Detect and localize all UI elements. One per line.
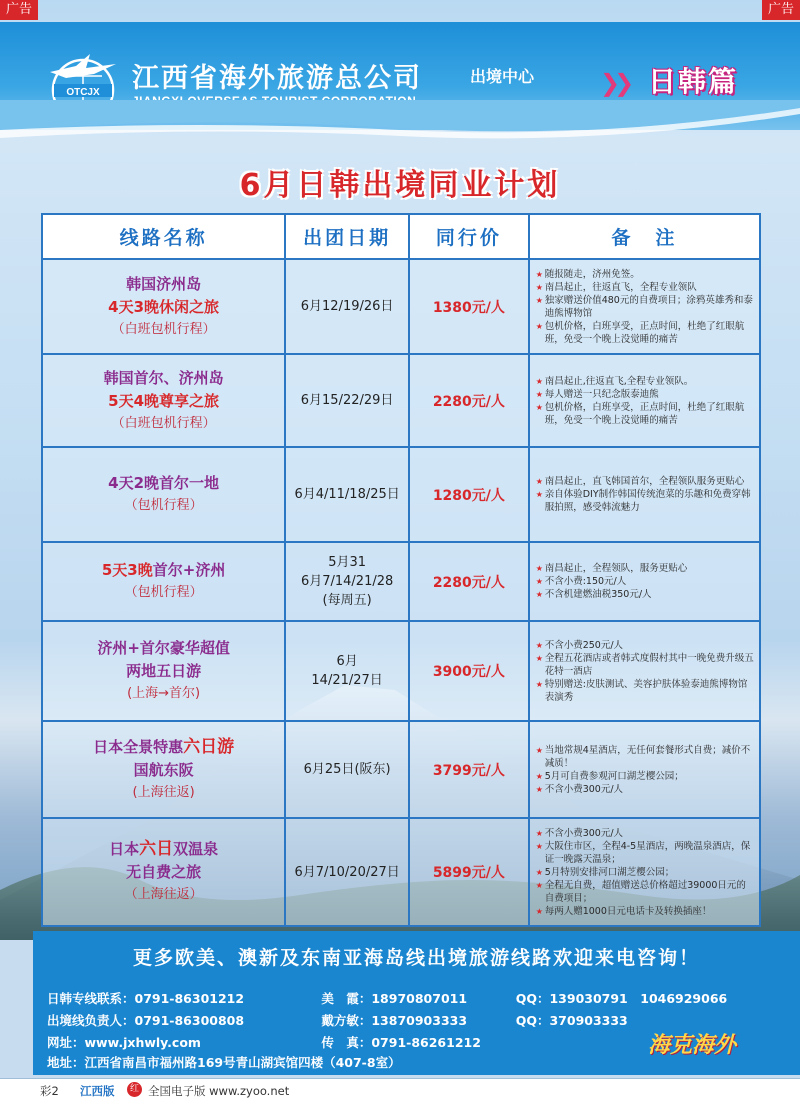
signature-logo: 海克海外 — [648, 1032, 737, 1058]
notes-cell — [529, 447, 760, 542]
notes-cell — [529, 354, 760, 447]
star-bullet-icon: ★ — [535, 745, 543, 755]
date-cell — [285, 542, 409, 621]
star-bullet-icon: ★ — [535, 590, 543, 599]
route-name: 4天2晚首尔一地 — [108, 474, 220, 492]
table-row — [42, 259, 760, 354]
website-link[interactable]: 网址：www.jxhwly.com — [47, 1035, 201, 1050]
route-cell — [42, 721, 285, 818]
departure-date: 6月7/14/21/28 — [300, 574, 394, 589]
table-row — [42, 818, 760, 926]
star-bullet-icon: ★ — [535, 321, 543, 331]
route-name: 韩国济州岛 — [126, 274, 202, 293]
date-cell — [285, 721, 409, 818]
route-type: (上海→首尔) — [127, 686, 201, 701]
double-chevron-icon: ❯❯ — [600, 69, 629, 97]
route-type: （白班包机行程） — [111, 415, 216, 431]
route-duration: 5天4晚尊享之旅 — [108, 391, 220, 410]
route-type: （上海往返） — [124, 887, 203, 902]
manager-phone[interactable]: 出境线负责人：0791-86300808 — [47, 1013, 245, 1028]
header-notes: 备 注 — [529, 214, 760, 259]
note-item: ★ 大阪住市区，全程4-5星酒店，两晚温泉酒店，保证一晚露天温泉； — [535, 840, 751, 865]
note-item: ★ 5月特别安排河口湖芝樱公园； — [535, 866, 675, 878]
hotline-phone[interactable]: 日韩专线联系：0791-86301212 — [47, 991, 245, 1006]
note-item: ★ 亲自体验DIY制作韩国传统泡菜的乐趣和免费穿韩服拍照，感受韩流魅力 — [535, 489, 751, 513]
red-circle-icon: 红 — [127, 1082, 142, 1097]
contact-line-japan-korea — [47, 989, 727, 1007]
date-cell — [285, 447, 409, 542]
price-cell: 2280元/人 — [409, 354, 529, 447]
table-row — [42, 542, 760, 621]
logo-text: OTCJX — [66, 87, 100, 98]
note-item: ★ 不含小费250元/人 — [535, 639, 624, 651]
contact-qq[interactable]: QQ：139030791 1046929066 — [515, 991, 728, 1006]
note-item: ★ 不含机建燃油税350元/人 — [535, 589, 652, 600]
address: 地址：江西省南昌市福州路169号青山湖宾馆四楼（407-8室） — [47, 1055, 401, 1070]
note-item: ★ 南昌起止，往返直飞，全程专业领队 — [535, 281, 697, 293]
contact-daifangmin[interactable]: 戴方敏：13870903333 — [321, 1013, 468, 1028]
notes-cell — [529, 721, 760, 818]
note-item: ★ 每两人赠1000日元电话卡及转换插座！ — [535, 905, 712, 917]
table-header-row — [42, 214, 760, 259]
price-cell: 3799元/人 — [409, 721, 529, 818]
date-cell — [285, 818, 409, 926]
star-bullet-icon: ★ — [535, 867, 543, 877]
star-bullet-icon: ★ — [535, 771, 543, 781]
note-item: ★ 全程无自费，超值赠送总价格超过39000日元的自费项目； — [535, 879, 746, 904]
note-item: ★ 每人赠送一只纪念版泰迪熊 — [535, 388, 659, 400]
star-bullet-icon: ★ — [535, 376, 543, 386]
date-cell — [285, 259, 409, 354]
route-cell — [42, 259, 285, 354]
note-item: ★ 不含小费:150元/人 — [535, 576, 627, 587]
note-item: ★ 南昌起止，直飞韩国首尔，全程领队服务更贴心 — [535, 476, 745, 487]
star-bullet-icon: ★ — [535, 269, 543, 279]
contact-footer — [33, 931, 800, 1075]
footer-slogan: 更多欧美、澳新及东南亚海岛线出境旅游线路欢迎来电咨询！ — [132, 947, 700, 969]
route-type: (上海往返) — [132, 784, 195, 800]
contact-qq-2[interactable]: QQ：370903333 — [515, 1013, 628, 1028]
note-item: ★ 当地常规4星酒店，无任何套餐形式自费；减价不减质！ — [535, 744, 751, 769]
star-bullet-icon: ★ — [535, 477, 543, 486]
note-item: ★ 5月可自费参观河口湖芝樱公园； — [535, 770, 684, 782]
edition-label: 江西版 — [80, 1084, 115, 1098]
note-item: ★ 南昌起止，全程领队，服务更贴心 — [535, 563, 688, 574]
route-name: 日本全景特惠六日游 — [93, 736, 235, 757]
star-bullet-icon: ★ — [535, 906, 543, 916]
route-name: 5天3晚首尔+济州 — [101, 561, 226, 579]
contact-line-web — [47, 1033, 481, 1051]
star-bullet-icon: ★ — [535, 880, 543, 890]
page-number: 彩2 — [40, 1084, 59, 1098]
notes-cell — [529, 542, 760, 621]
route-duration: 两地五日游 — [126, 662, 202, 680]
contact-line-outbound — [47, 1011, 628, 1029]
table-row — [42, 721, 760, 818]
star-bullet-icon: ★ — [535, 490, 543, 499]
star-bullet-icon: ★ — [535, 828, 543, 838]
departure-date: 5月31 — [328, 555, 367, 570]
route-duration: 无自费之旅 — [126, 863, 202, 881]
table-row — [42, 354, 760, 447]
star-bullet-icon: ★ — [535, 653, 543, 663]
departure-date: 6月 — [336, 654, 358, 669]
departure-date-note: (每周五) — [322, 593, 372, 608]
star-bullet-icon: ★ — [535, 679, 543, 689]
price-cell: 1280元/人 — [409, 447, 529, 542]
price-cell: 2280元/人 — [409, 542, 529, 621]
route-duration: 4天3晚休闲之旅 — [108, 297, 220, 316]
notes-cell — [529, 621, 760, 721]
note-item: ★ 包机价格，白班享受，正点时间，杜绝了红眼航班，免受一个晚上没觉睡的痛苦 — [535, 320, 745, 345]
route-cell — [42, 354, 285, 447]
note-item: ★ 独家赠送价值480元的自费项目；涂鸦英雄秀和泰迪熊博物馆 — [535, 294, 753, 319]
route-cell — [42, 621, 285, 721]
star-bullet-icon: ★ — [535, 295, 543, 305]
star-bullet-icon: ★ — [535, 841, 543, 851]
note-item: ★ 全程五花酒店或者韩式度假村其中一晚免费升级五花特一酒店 — [535, 652, 754, 677]
departure-date: 6月15/22/29日 — [300, 393, 394, 408]
note-item: ★ 不含小费300元/人 — [535, 783, 624, 795]
route-cell — [42, 447, 285, 542]
company-name-chinese: 江西省海外旅游总公司 — [132, 63, 422, 94]
notes-cell — [529, 259, 760, 354]
bottom-bar — [0, 1078, 800, 1100]
route-type: （白班包机行程） — [111, 321, 216, 337]
table-row — [42, 621, 760, 721]
departure-date: 6月25日(阪东) — [303, 762, 391, 777]
route-type: （包机行程） — [124, 585, 203, 600]
price-cell: 1380元/人 — [409, 259, 529, 354]
site-link[interactable]: 全国电子版 www.zyoo.net — [148, 1084, 290, 1098]
table-row — [42, 447, 760, 542]
route-name: 日本六日双温泉 — [109, 839, 219, 859]
price-cell: 5899元/人 — [409, 818, 529, 926]
page-title: 6月日韩出境同业计划 — [239, 168, 561, 203]
departure-date: 6月4/11/18/25日 — [294, 487, 400, 502]
route-cell — [42, 818, 285, 926]
header-price: 同行价 — [409, 214, 529, 259]
region-badge: 日韩篇 — [648, 65, 739, 98]
note-item: ★ 随报随走，济州免签。 — [535, 268, 640, 280]
star-bullet-icon: ★ — [535, 577, 543, 586]
note-item: ★ 包机价格，白班享受，正点时间，杜绝了红眼航班，免受一个晚上没觉睡的痛苦 — [535, 401, 745, 426]
note-item: ★ 不含小费300元/人 — [535, 827, 624, 839]
departure-date: 14/21/27日 — [311, 673, 383, 688]
contact-meixia[interactable]: 美 霞：18970807011 — [321, 991, 468, 1006]
route-cell — [42, 542, 285, 621]
ad-label-left: 广告 — [0, 0, 38, 20]
header-date: 出团日期 — [285, 214, 409, 259]
price-cell: 3900元/人 — [409, 621, 529, 721]
star-bullet-icon: ★ — [535, 640, 543, 650]
star-bullet-icon: ★ — [535, 402, 543, 412]
route-name: 济州+首尔豪华超值 — [97, 639, 230, 657]
date-cell — [285, 621, 409, 721]
department-label: 出境中心 — [470, 67, 535, 86]
route-name: 韩国首尔、济州岛 — [103, 368, 224, 387]
note-item: ★ 南昌起止,往返直飞,全程专业领队。 — [535, 375, 694, 387]
header-wave-decoration — [0, 100, 800, 160]
departure-date: 6月12/19/26日 — [300, 299, 394, 314]
departure-date: 6月7/10/20/27日 — [294, 864, 400, 880]
route-type: （包机行程） — [124, 498, 203, 513]
star-bullet-icon: ★ — [535, 282, 543, 292]
ad-label-right: 广告 — [762, 0, 800, 20]
star-bullet-icon: ★ — [535, 564, 543, 573]
star-bullet-icon: ★ — [535, 784, 543, 794]
route-airline: 国航东阪 — [133, 760, 194, 779]
date-cell — [285, 354, 409, 447]
note-item: ★ 特别赠送:皮肤测试、美容护肤体验泰迪熊博物馆表演秀 — [535, 678, 748, 703]
star-bullet-icon: ★ — [535, 389, 543, 399]
notes-cell — [529, 818, 760, 926]
header-route: 线路名称 — [42, 214, 285, 259]
fax-number[interactable]: 传 真：0791-86261212 — [321, 1035, 481, 1050]
contact-line-address — [47, 1053, 401, 1071]
tour-plan-table — [41, 213, 761, 927]
